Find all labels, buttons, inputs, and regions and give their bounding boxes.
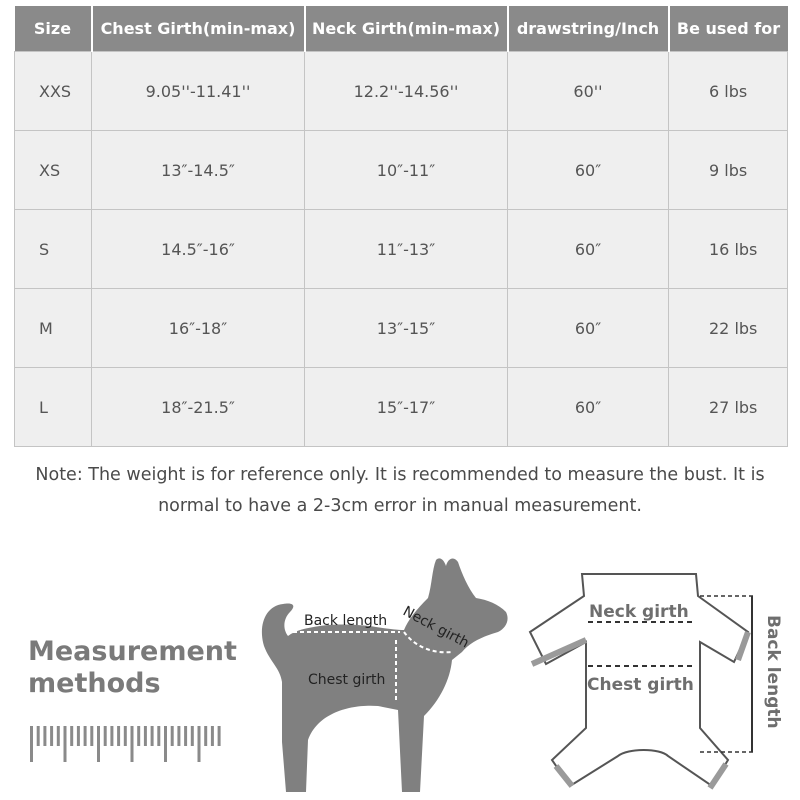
header-chest-girth: Chest Girth(min-max) (92, 6, 305, 52)
weight-cell: 9 lbs (669, 131, 788, 210)
title-line-1: Measurement (28, 636, 237, 667)
size-cell: L (15, 368, 92, 447)
header-size: Size (15, 6, 92, 52)
header-used-for: Be used for (669, 6, 788, 52)
weight-cell: 16 lbs (669, 210, 788, 289)
drawstring-cell: 60″ (508, 131, 669, 210)
size-cell: XXS (15, 52, 92, 131)
neck-girth-cell: 12.2''-14.56'' (305, 52, 508, 131)
chest-girth-cell: 14.5″-16″ (92, 210, 305, 289)
garment-neck-girth-label: Neck girth (589, 602, 689, 622)
dog-chest-girth-label: Chest girth (308, 672, 386, 688)
chest-girth-cell: 9.05''-11.41'' (92, 52, 305, 131)
note-line-1: Note: The weight is for reference only. It is recommended to measure the bust. It is (35, 465, 765, 485)
drawstring-cell: 60″ (508, 210, 669, 289)
neck-girth-cell: 11″-13″ (305, 210, 508, 289)
note-line-2: normal to have a 2-3cm error in manual measurement. (158, 496, 642, 516)
neck-girth-cell: 13″-15″ (305, 289, 508, 368)
title-line-2: methods (28, 668, 161, 699)
dog-back-length-label: Back length (304, 613, 388, 629)
garment-chest-girth-label: Chest girth (587, 675, 694, 695)
weight-cell: 22 lbs (669, 289, 788, 368)
size-cell: XS (15, 131, 92, 210)
chest-girth-cell: 18″-21.5″ (92, 368, 305, 447)
weight-cell: 27 lbs (669, 368, 788, 447)
drawstring-cell: 60'' (508, 52, 669, 131)
drawstring-cell: 60″ (508, 289, 669, 368)
weight-cell: 6 lbs (669, 52, 788, 131)
size-cell: S (15, 210, 92, 289)
header-drawstring: drawstring/Inch (508, 6, 669, 52)
chest-girth-cell: 16″-18″ (92, 289, 305, 368)
neck-girth-cell: 10″-11″ (305, 131, 508, 210)
header-neck-girth: Neck Girth(min-max) (305, 6, 508, 52)
drawstring-cell: 60″ (508, 368, 669, 447)
chest-girth-cell: 13″-14.5″ (92, 131, 305, 210)
neck-girth-cell: 15″-17″ (305, 368, 508, 447)
dog-neck-girth-label: Neck girth (400, 603, 472, 652)
garment-back-length-label: Back length (763, 615, 783, 729)
size-cell: M (15, 289, 92, 368)
